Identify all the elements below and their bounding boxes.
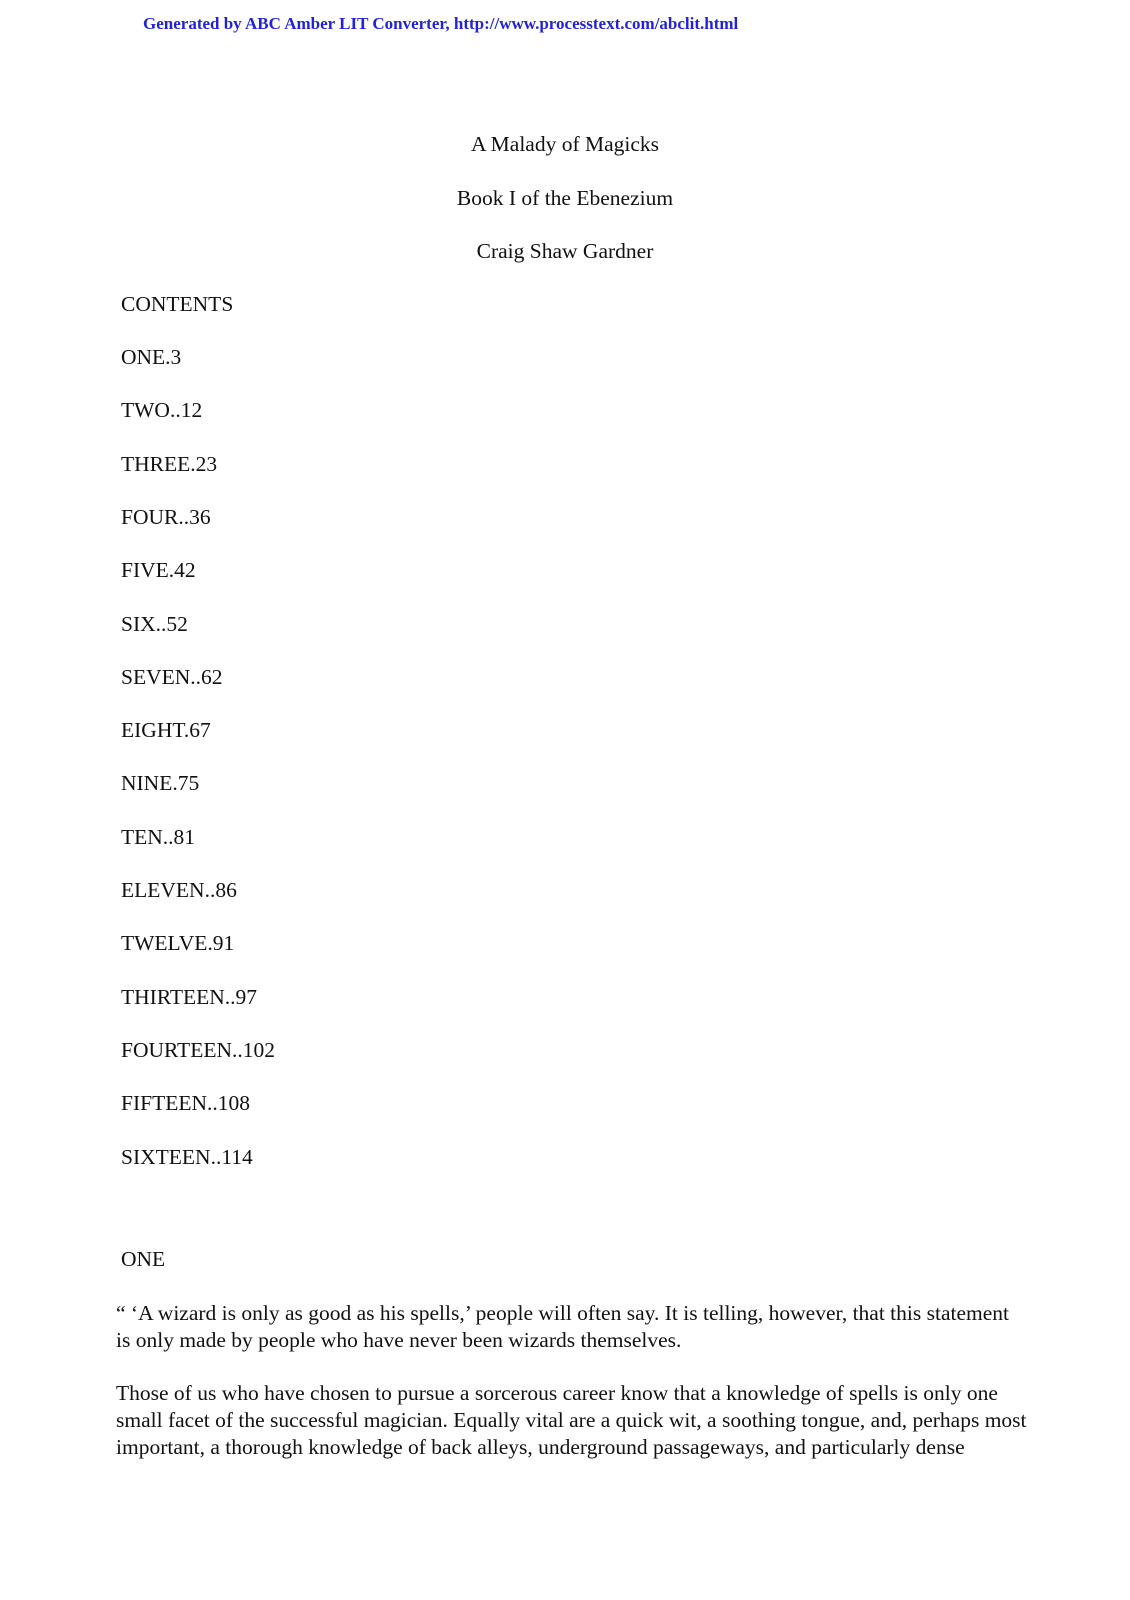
contents-heading: CONTENTS [121, 292, 234, 316]
toc-entry[interactable]: SIX..52 [121, 612, 188, 636]
toc-entry[interactable]: EIGHT.67 [121, 718, 211, 742]
book-title: A Malady of Magicks [470, 132, 660, 156]
paragraph-line: important, a thorough knowledge of back alleys, underground passageways, and particularly dense [116, 1435, 965, 1459]
toc-entry[interactable]: SEVEN..62 [121, 665, 223, 689]
chapter-paragraph [116, 1380, 1027, 1461]
toc-entry[interactable]: TWO..12 [121, 398, 203, 422]
converter-banner-link[interactable]: Generated by ABC Amber LIT Converter, http://www.processtext.com/abclit.html [143, 14, 739, 33]
toc-entry[interactable]: THIRTEEN..97 [121, 985, 258, 1009]
toc-entry[interactable]: ELEVEN..86 [121, 878, 237, 902]
toc-entry[interactable]: ONE.3 [121, 345, 182, 369]
toc-entry[interactable]: FIFTEEN..108 [121, 1091, 250, 1115]
paragraph-line: is only made by people who have never been wizards themselves. [116, 1328, 682, 1352]
toc-entry[interactable]: FOURTEEN..102 [121, 1038, 275, 1062]
paragraph-line: “ ‘A wizard is only as good as his spells,’ people will often say. It is telling, however, that this statement [116, 1301, 1010, 1325]
toc-entry[interactable]: THREE.23 [121, 452, 218, 476]
toc-entry[interactable]: TWELVE.91 [121, 931, 235, 955]
paragraph-line: Those of us who have chosen to pursue a sorcerous career know that a knowledge of spells is only one [116, 1381, 998, 1405]
book-author: Craig Shaw Gardner [476, 239, 654, 263]
toc-entry[interactable]: NINE.75 [121, 771, 200, 795]
chapter-heading: ONE [121, 1247, 166, 1271]
toc-entry[interactable]: TEN..81 [121, 825, 196, 849]
paragraph-line: small facet of the successful magician. Equally vital are a quick wit, a soothing tongue, and, perhaps most [116, 1408, 1027, 1432]
toc-entry[interactable]: FOUR..36 [121, 505, 211, 529]
toc-entry[interactable]: FIVE.42 [121, 558, 196, 582]
book-subtitle: Book I of the Ebenezium [456, 186, 674, 210]
toc-entry[interactable]: SIXTEEN..114 [121, 1145, 253, 1169]
chapter-paragraph [116, 1300, 1016, 1354]
